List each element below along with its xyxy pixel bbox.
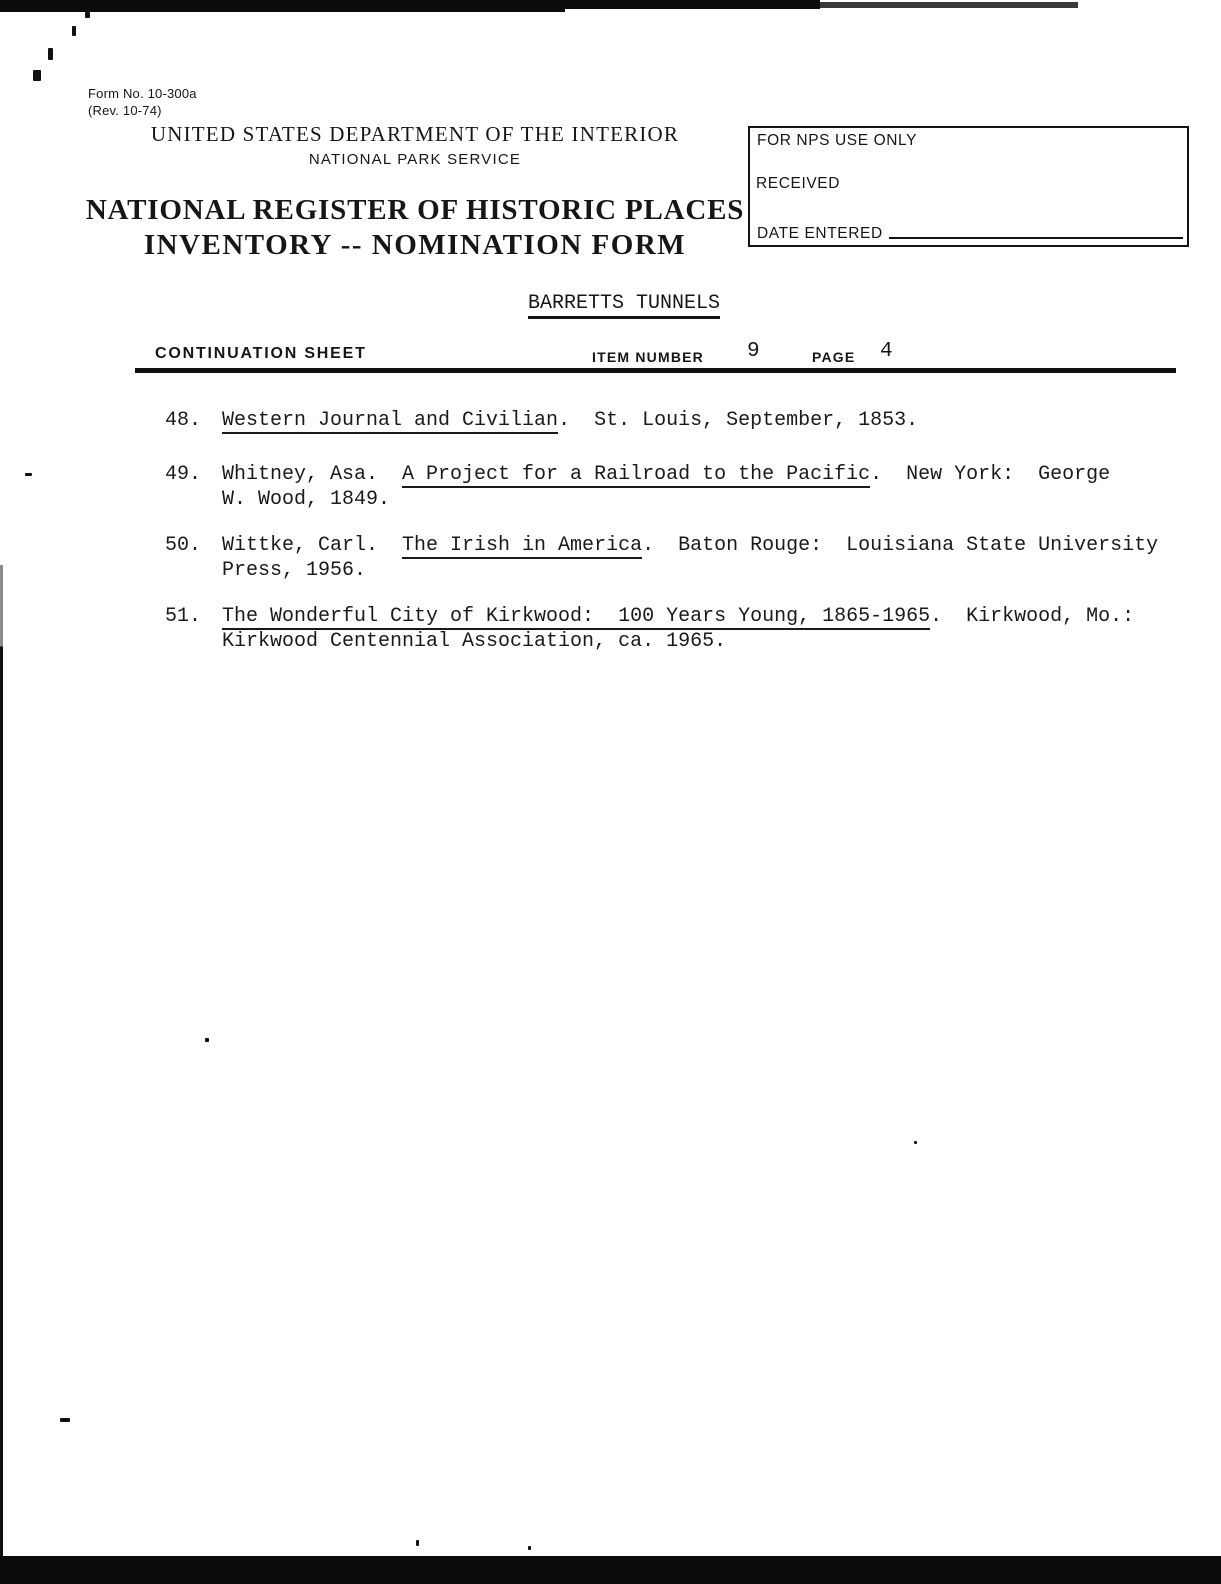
register-title-line1: NATIONAL REGISTER OF HISTORIC PLACES [85, 194, 745, 226]
bibliography-item-text [222, 604, 1185, 654]
scan-speck [33, 70, 41, 81]
form-number [88, 85, 197, 119]
scan-speck [416, 1540, 419, 1546]
form-number-line1: Form No. 10-300a [88, 86, 197, 101]
bibliography-item-number: 51. [165, 605, 202, 628]
bibliography-title-underlined: A Project for a Railroad to the Pacific [402, 463, 871, 486]
scan-speck [60, 1418, 70, 1422]
scan-speck [48, 48, 53, 60]
nps-use-only-box [748, 126, 1189, 247]
section-divider-rule [135, 368, 1176, 373]
bibliography-item-number: 49. [165, 463, 202, 486]
bibliography-item-line [222, 487, 1185, 512]
scan-artifact-top-bar [0, 0, 565, 12]
bibliography-item-line [222, 629, 1185, 654]
scan-speck [85, 12, 90, 18]
bibliography-item-line [222, 408, 1185, 433]
property-name: BARRETTS TUNNELS [528, 292, 720, 319]
scan-speck [205, 1038, 209, 1042]
bibliography-text-segment: . Kirkwood, Mo.: [930, 605, 1135, 628]
bibliography-title-underlined: The Irish in America [402, 534, 643, 557]
date-entered-blank-line [889, 237, 1183, 239]
form-number-line2: (Rev. 10-74) [88, 103, 162, 118]
item-number-value: 9 [747, 340, 760, 363]
bibliography-text-segment: Kirkwood Centennial Association, ca. 1965. [222, 630, 727, 653]
bibliography-item [165, 604, 1185, 654]
bibliography-item-line [222, 558, 1185, 583]
bibliography-title-underlined: The Wonderful City of Kirkwood: 100 Years Young, 1865-1965 [222, 605, 931, 628]
scan-speck [528, 1546, 531, 1550]
bibliography-item [165, 408, 1185, 433]
page-label: PAGE [812, 349, 856, 365]
bibliography-item-text [222, 462, 1185, 512]
bibliography-item-line [222, 533, 1185, 558]
page-value: 4 [880, 340, 893, 363]
scan-speck [72, 26, 76, 36]
bibliography-list [165, 408, 1185, 675]
scan-artifact-top-bar [565, 0, 820, 9]
agency-title: NATIONAL PARK SERVICE [308, 151, 522, 168]
nps-box-header: FOR NPS USE ONLY [757, 132, 918, 149]
register-title-line2: INVENTORY -- NOMINATION FORM [143, 229, 687, 261]
bibliography-text-segment: Press, 1956. [222, 559, 367, 582]
item-number-label: ITEM NUMBER [592, 349, 704, 365]
scan-speck [914, 1141, 917, 1144]
bibliography-text-segment: . St. Louis, September, 1853. [558, 409, 919, 432]
scan-artifact-top-bar [820, 2, 1078, 8]
bibliography-text-segment: Whitney, Asa. [222, 463, 403, 486]
date-entered-row [757, 225, 1183, 243]
bibliography-item-text [222, 533, 1185, 583]
received-label: RECEIVED [756, 175, 841, 192]
bibliography-item-number: 48. [165, 409, 202, 432]
bibliography-item [165, 462, 1185, 512]
date-entered-label: DATE ENTERED [757, 225, 883, 242]
bibliography-text-segment: W. Wood, 1849. [222, 488, 391, 511]
bibliography-title-underlined: Western Journal and Civilian [222, 409, 559, 432]
bibliography-item-number: 50. [165, 534, 202, 557]
scan-artifact-left-edge [0, 565, 3, 1584]
bibliography-item-text [222, 408, 1185, 433]
department-title: UNITED STATES DEPARTMENT OF THE INTERIOR [150, 122, 680, 146]
bibliography-text-segment: Wittke, Carl. [222, 534, 403, 557]
continuation-sheet-label: CONTINUATION SHEET [155, 345, 367, 362]
bibliography-text-segment: . Baton Rouge: Louisiana State University [642, 534, 1159, 557]
bibliography-text-segment: . New York: George [870, 463, 1111, 486]
bibliography-item-line [222, 462, 1185, 487]
scan-speck [25, 473, 32, 476]
scan-artifact-bottom-bar [0, 1556, 1221, 1584]
bibliography-item [165, 533, 1185, 583]
bibliography-item-line [222, 604, 1185, 629]
